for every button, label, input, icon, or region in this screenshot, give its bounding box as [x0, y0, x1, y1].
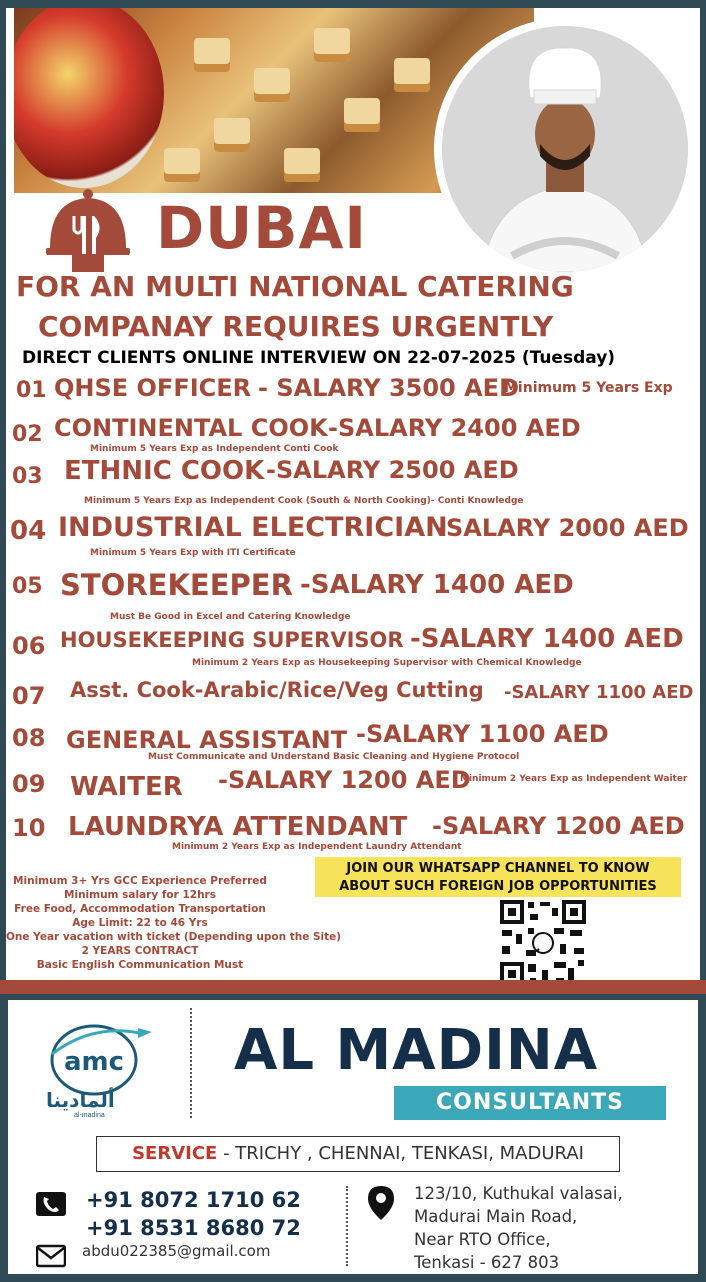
job-number: 03 [12, 464, 43, 489]
job-number: 01 [16, 378, 47, 403]
service-label: SERVICE [132, 1143, 218, 1164]
service-cities: - TRICHY , CHENNAI, TENKASI, MADURAI [217, 1143, 584, 1164]
job-requirement: Must Communicate and Understand Basic Cleaning and Hygiene Protocol [148, 752, 520, 762]
company-name: AL MADINA [234, 1018, 599, 1083]
city-heading: DUBAI [156, 194, 367, 262]
address-line: 123/10, Kuthukal valasai, [414, 1184, 623, 1203]
job-item [6, 568, 700, 628]
job-item [6, 624, 700, 684]
job-requirement: Minimum 2 Years Exp as Independent Waiter [460, 774, 688, 784]
logo-text: amc [63, 1047, 125, 1077]
headline-line-1: FOR AN MULTI NATIONAL CATERING [16, 270, 574, 303]
whatsapp-line-1: JOIN OUR WHATSAPP CHANNEL TO KNOW [346, 861, 650, 876]
benefit-item: Minimum salary for 12hrs [64, 889, 216, 901]
job-item [6, 456, 700, 516]
whatsapp-line-2: ABOUT SUCH FOREIGN JOB OPPORTUNITIES [339, 879, 657, 894]
job-salary: -SALARY 1400 AED [300, 570, 574, 600]
job-salary: -SALARY 1100 AED [356, 720, 609, 748]
job-number: 09 [12, 770, 46, 798]
benefit-item: 2 YEARS CONTRACT [81, 945, 199, 957]
address-line: Tenkasi - 627 803 [414, 1253, 560, 1272]
service-locations [96, 1136, 620, 1172]
job-title: INDUSTRIAL ELECTRICIAN [58, 512, 448, 543]
qr-code-icon[interactable] [498, 898, 588, 988]
job-requirement: Minimum 5 Years Exp as Independent Cook (South & North Cooking)- Conti Knowledge [84, 496, 524, 506]
job-requirement: Must Be Good in Excel and Catering Knowledge [110, 612, 351, 622]
job-number: 07 [12, 682, 46, 710]
job-title: Asst. Cook-Arabic/Rice/Veg Cutting [70, 678, 484, 702]
phone-icon [36, 1192, 66, 1216]
job-item [6, 512, 700, 572]
benefit-item: Minimum 3+ Yrs GCC Experience Preferred [13, 875, 267, 887]
chef-photo-frame [434, 18, 696, 280]
job-requirement: Minimum 2 Years Exp as Independent Laundry Attendant [172, 842, 462, 852]
contact-divider [346, 1186, 348, 1266]
logo-divider [190, 1008, 192, 1118]
job-title: LAUNDRYA ATTENDANT [68, 812, 408, 842]
job-title: QHSE OFFICER [54, 374, 252, 402]
whatsapp-channel-banner[interactable] [315, 857, 681, 897]
job-title: CONTINENTAL COOK [54, 414, 328, 442]
location-pin-icon [368, 1186, 394, 1220]
job-requirement: Minimum 5 Years Exp [504, 380, 673, 396]
headline-line-2: COMPANAY REQUIRES URGENTLY [38, 310, 554, 343]
job-number: 04 [10, 516, 47, 546]
company-tagline: CONSULTANTS [394, 1086, 666, 1120]
job-salary: -SALARY 1200 AED [432, 812, 685, 840]
company-footer [8, 1000, 698, 1274]
job-title: STOREKEEPER [60, 568, 293, 602]
email-address[interactable]: abdu022385@gmail.com [82, 1242, 271, 1260]
benefit-item: Age Limit: 22 to 46 Yrs [72, 917, 208, 929]
job-salary: -SALARY 2000 AED [436, 514, 689, 542]
mail-icon [36, 1244, 66, 1268]
job-number: 10 [12, 814, 46, 842]
job-salary: -SALARY 1100 AED [504, 682, 694, 703]
address-line: Madurai Main Road, [414, 1207, 578, 1226]
job-salary: -SALARY 2400 AED [328, 414, 581, 442]
phone-number-1[interactable]: +91 8072 1710 62 [86, 1188, 301, 1212]
job-requirement: Minimum 5 Years Exp with ITI Certificate [90, 548, 296, 558]
job-title: HOUSEKEEPING SUPERVISOR [60, 628, 404, 652]
job-number: 02 [12, 422, 43, 447]
job-salary: - SALARY 3500 AED [258, 374, 519, 402]
benefit-item: One Year vacation with ticket (Depending upon the Site) [6, 931, 342, 943]
logo-arabic-text: ألمادينا [46, 1088, 115, 1112]
job-salary: -SALARY 1200 AED [218, 766, 471, 794]
divider-band [0, 980, 706, 994]
benefits-list [6, 874, 342, 972]
job-poster [6, 8, 700, 988]
office-address [414, 1182, 623, 1274]
job-title: GENERAL ASSISTANT [66, 726, 348, 754]
benefit-item: Basic English Communication Must [36, 959, 244, 971]
job-requirement: Minimum 2 Years Exp as Housekeeping Supervisor with Chemical Knowledge [192, 658, 582, 668]
job-title: ETHNIC COOK [64, 456, 265, 486]
benefit-item: Free Food, Accommodation Transportation [14, 903, 266, 915]
logo-sub-text: al-madina [74, 1112, 105, 1119]
job-salary: -SALARY 1400 AED [410, 624, 684, 654]
job-number: 08 [12, 724, 46, 752]
phone-number-2[interactable]: +91 8531 8680 72 [86, 1216, 301, 1240]
job-salary: -SALARY 2500 AED [266, 456, 519, 484]
job-number: 05 [12, 574, 43, 599]
job-number: 06 [12, 632, 46, 660]
interview-date: DIRECT CLIENTS ONLINE INTERVIEW ON 22-07-2025 (Tuesday) [22, 348, 616, 368]
address-line: Near RTO Office, [414, 1230, 551, 1249]
job-title: WAITER [70, 772, 183, 802]
cloche-fork-knife-icon [46, 186, 130, 276]
chef-photo [442, 26, 688, 272]
job-requirement: Minimum 5 Years Exp as Independent Conti Cook [90, 444, 339, 454]
